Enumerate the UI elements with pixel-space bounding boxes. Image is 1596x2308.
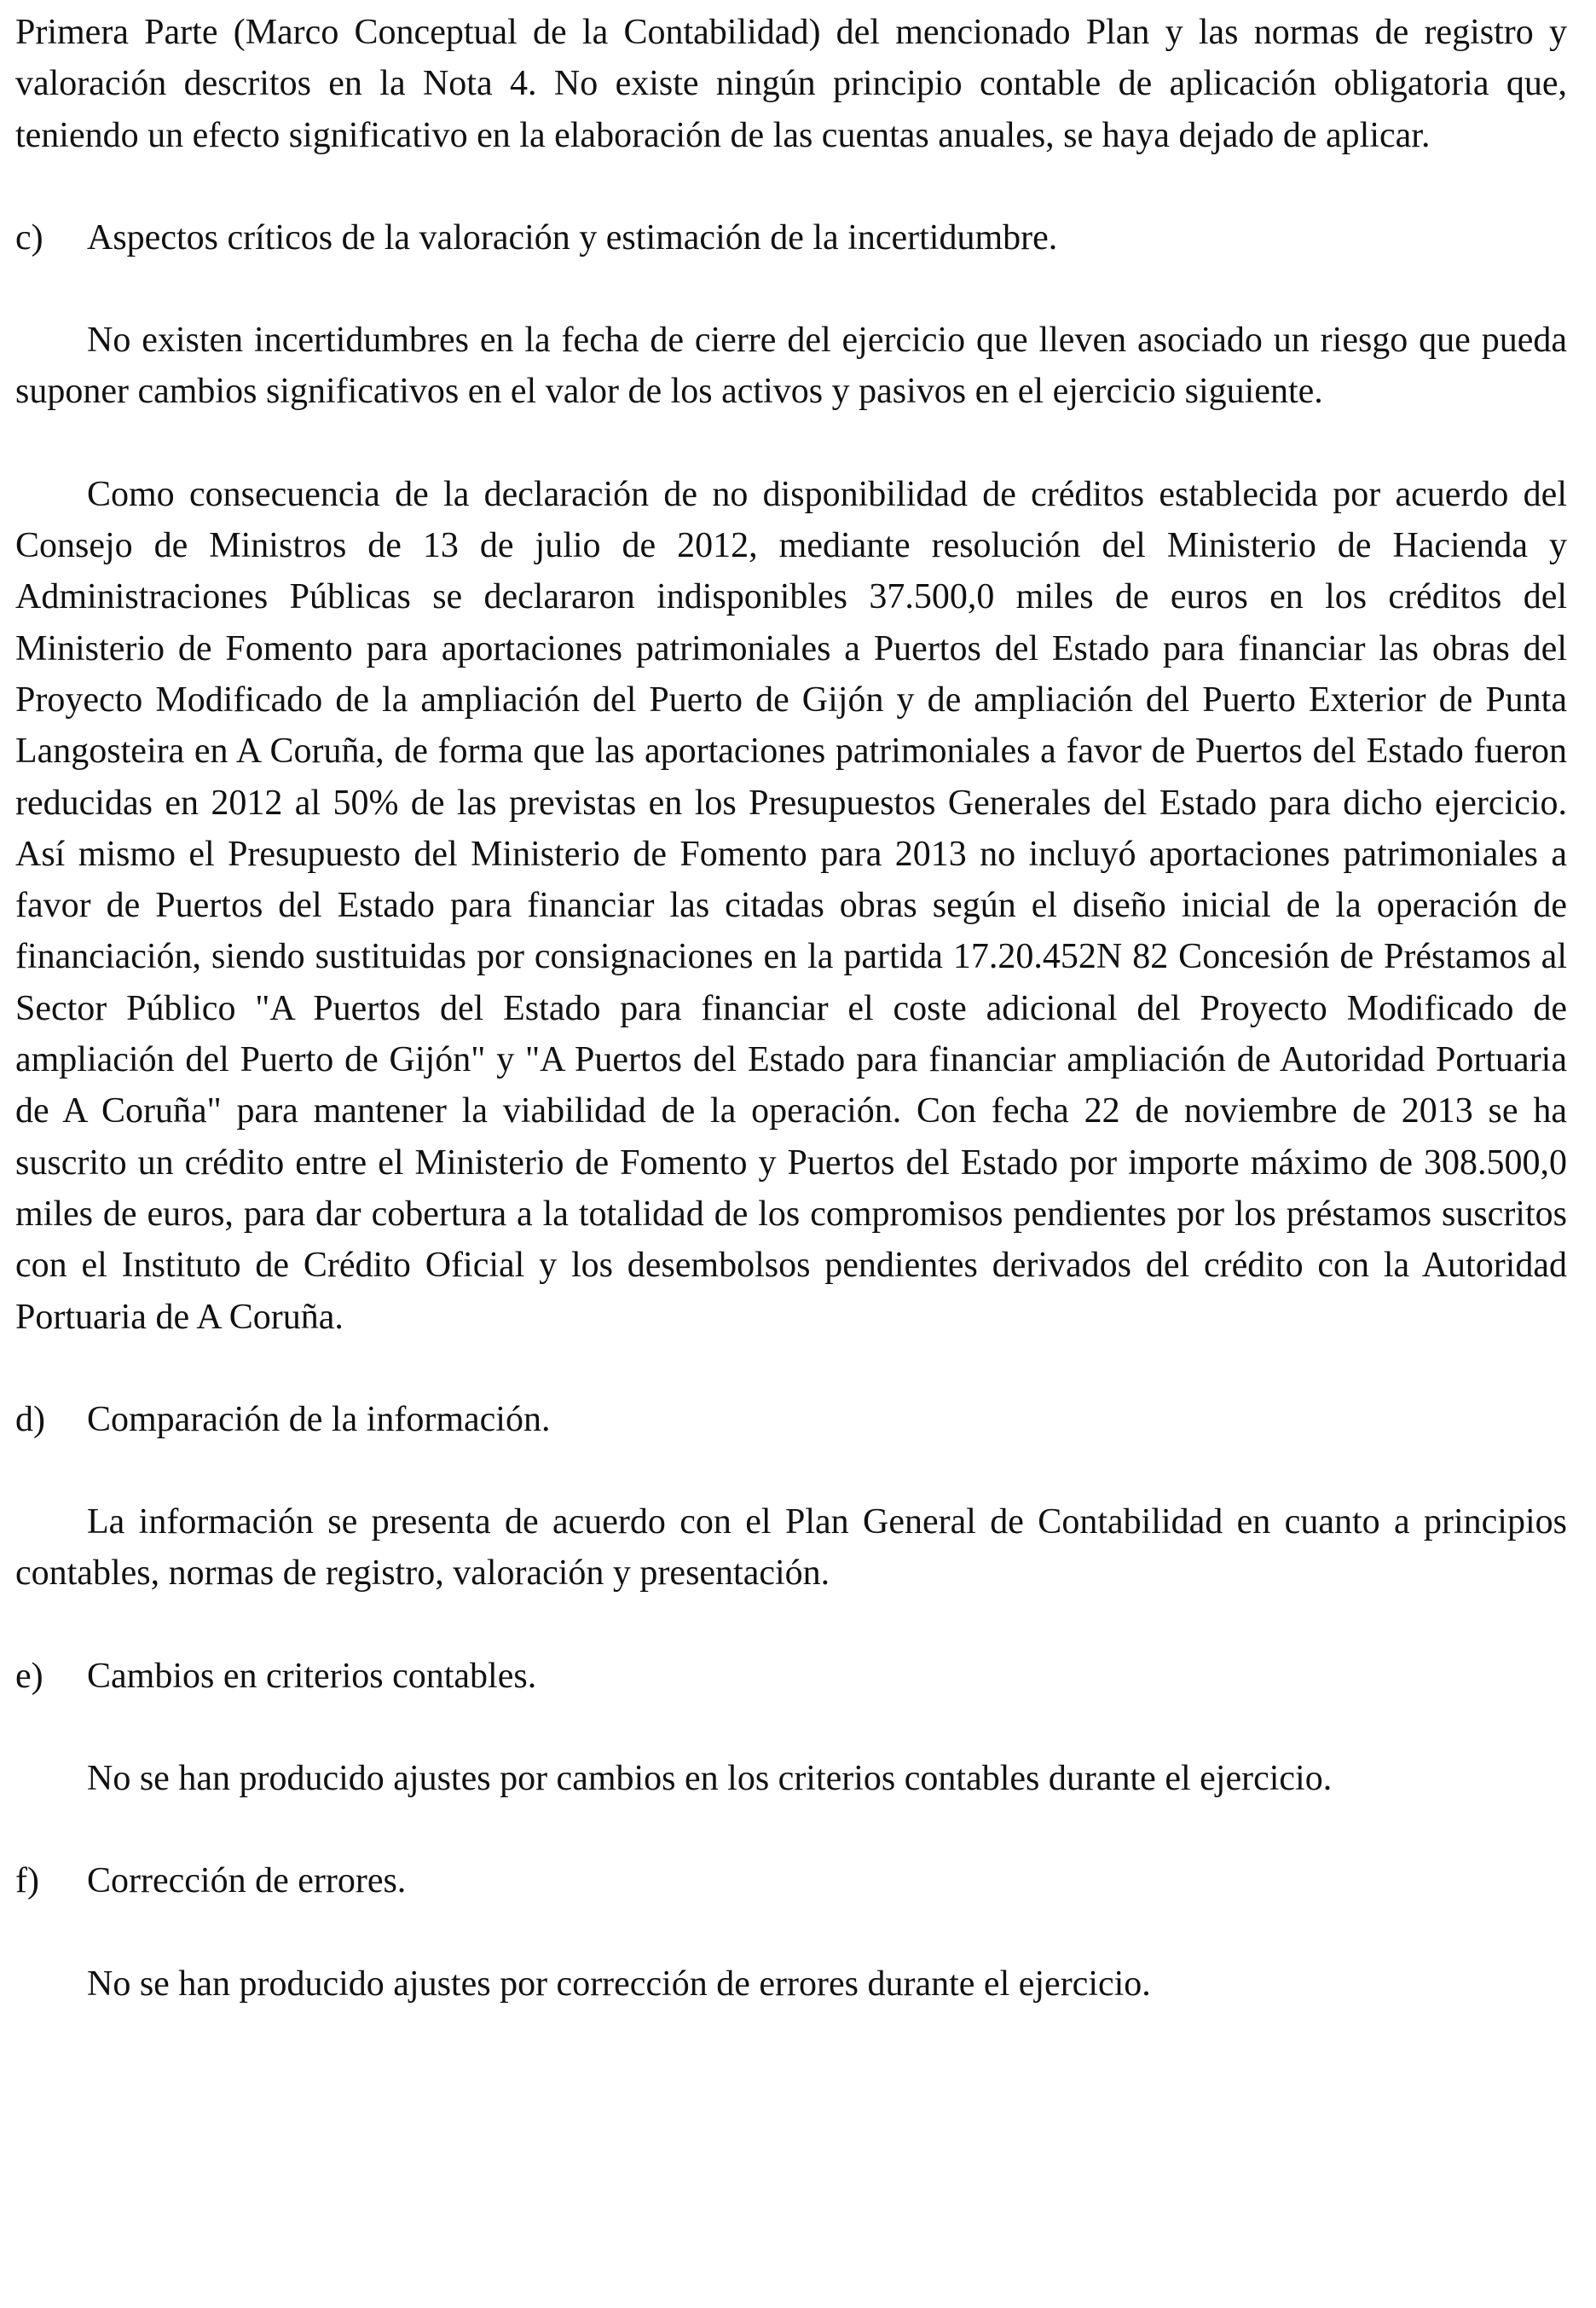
- document-page: [15, 7, 1567, 2010]
- section-f-letter: f): [15, 1861, 39, 1901]
- section-c-paragraph-1: No existen incertidumbres en la fecha de cierre del ejercicio que lleven asociado un riesgo que pueda suponer cambios significativos en el valor de los activos y pasivos en el ejercicio siguiente.: [15, 321, 1567, 412]
- section-e-heading: [15, 1651, 1567, 1702]
- section-f-heading: [15, 1855, 1567, 1906]
- section-c-letter: c): [15, 217, 43, 257]
- section-d-letter: d): [15, 1399, 45, 1439]
- section-c-title: Aspectos críticos de la valoración y estimación de la incertidumbre.: [87, 217, 1058, 257]
- section-d-heading: [15, 1394, 1567, 1445]
- section-c-paragraph-2: Como consecuencia de la declaración de no disponibilidad de créditos establecida por acuerdo del Consejo de Ministros de 13 de julio de 2012, mediante resolución del Ministerio de Hacienda y Administraciones Públicas se declararon indisponibles 37.500,0 miles de euros en los créditos del Ministerio de Fomento para aportaciones patrimoniales a Puertos del Estado para financiar las obras del Proyecto Modificado de la ampliación del Puerto de Gijón y de ampliación del Puerto Exterior de Punta Langosteira en A Coruña, de forma que las aportaciones patrimoniales a favor de Puertos del Estado fueron reducidas en 2012 al 50% de las previstas en los Presupuestos Generales del Estado para dicho ejercicio. Así mismo el Presupuesto del Ministerio de Fomento para 2013 no incluyó aportaciones patrimoniales a favor de Puertos del Estado para financiar las citadas obras según el diseño inicial de la operación de financiación, siendo sustituidas por consignaciones en la partida 17.20.452N 82 Concesión de Préstamos al Sector Público "A Puertos del Estado para financiar el coste adicional del Proyecto Modificado de ampliación del Puerto de Gijón" y "A Puertos del Estado para financiar ampliación de Autoridad Portuaria de A Coruña" para mantener la viabilidad de la operación. Con fecha 22 de noviembre de 2013 se ha suscrito un crédito entre el Ministerio de Fomento y Puertos del Estado por importe máximo de 308.500,0 miles de euros, para dar cobertura a la totalidad de los compromisos pendientes por los préstamos suscritos con el Instituto de Crédito Oficial y los desembolsos pendientes derivados del crédito con la Autoridad Portuaria de A Coruña.: [15, 474, 1567, 1337]
- intro-paragraph: Primera Parte (Marco Conceptual de la Contabilidad) del mencionado Plan y las normas de registro y valoración descritos en la Nota 4. No existe ningún principio contable de aplicación obligatoria que, teniendo un efecto significativo en la elaboración de las cuentas anuales, se haya dejado de aplicar.: [15, 13, 1567, 155]
- section-c-heading: [15, 212, 1567, 263]
- section-f-paragraph: No se han producido ajustes por corrección de errores durante el ejercicio.: [87, 1964, 1151, 2004]
- section-f-title: Corrección de errores.: [87, 1861, 407, 1901]
- section-e-letter: e): [15, 1656, 43, 1696]
- section-e-paragraph: No se han producido ajustes por cambios en los criterios contables durante el ejercicio.: [87, 1759, 1333, 1799]
- section-e-title: Cambios en criterios contables.: [87, 1656, 537, 1696]
- section-d-title: Comparación de la información.: [87, 1399, 551, 1439]
- section-d-paragraph: La información se presenta de acuerdo con el Plan General de Contabilidad en cuanto a principios contables, normas de registro, valoración y presentación.: [15, 1502, 1567, 1594]
